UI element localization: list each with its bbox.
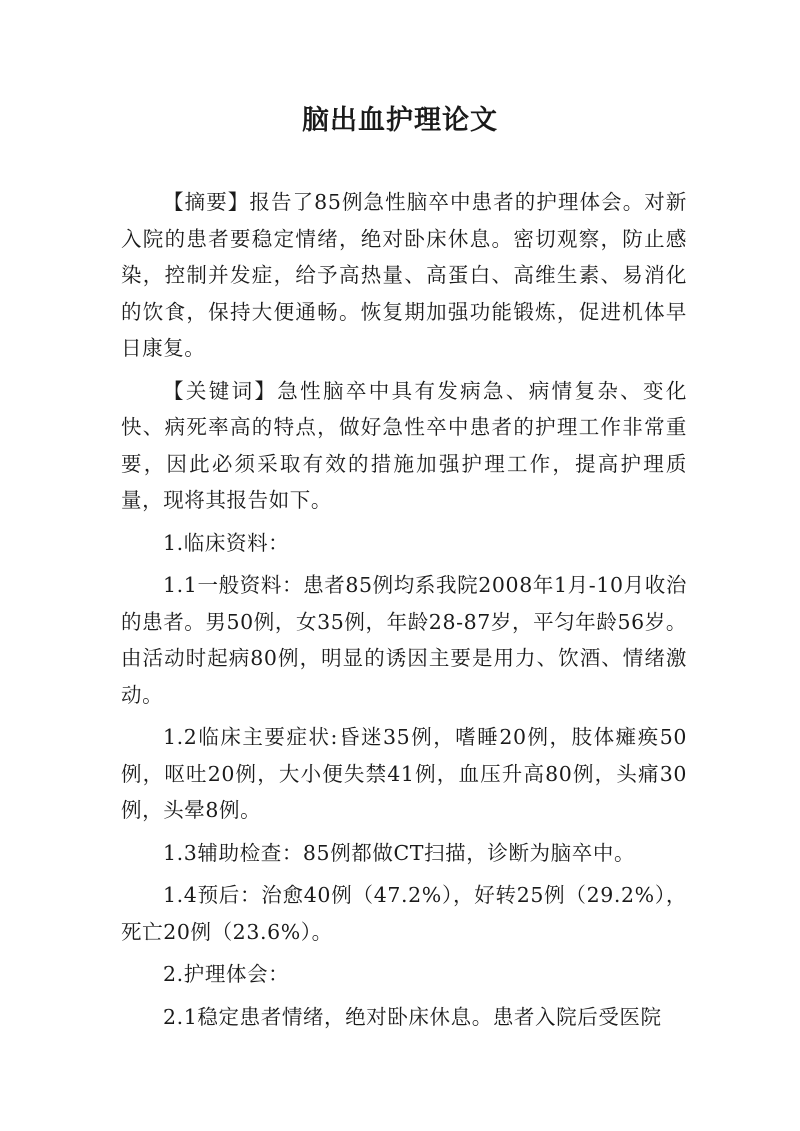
heading-clinical-data: 1.临床资料： (163, 530, 290, 555)
paragraph-general-data: 1.1一般资料：患者85例均系我院2008年1月-10月收治的患者。男50例，女35例，年龄28-87岁，平匀年龄56岁。由活动时起病80例，明显的诱因主要是用力、饮酒、情绪激动。 (121, 573, 687, 707)
paragraph-auxiliary-exam: 1.3辅助检查：85例都做CT扫描，诊断为脑卒中。 (163, 840, 636, 865)
document-title: 脑出血护理论文 (302, 105, 498, 136)
paragraph-abstract: 【摘要】报告了85例急性脑卒中患者的护理体会。对新入院的患者要稳定情绪，绝对卧床休息。密切观察，防止感染，控制并发症，给予高热量、高蛋白、高维生素、易消化的饮食，保持大便通畅。恢复期加强功能锻炼，促进机体早日康复。 (121, 190, 687, 360)
heading-nursing-experience: 2.护理体会： (163, 962, 290, 986)
paragraph-main-symptoms: 1.2临床主要症状:昏迷35例，嗜睡20例，肢体瘫痪50例，呕吐20例，大小便失禁41例，血压升高80例，头痛30例，头晕8例。 (121, 725, 687, 822)
paragraph-keywords: 【关键词】急性脑卒中具有发病急、病情复杂、变化快、病死率高的特点，做好急性卒中患者的护理工作非常重要，因此必须采取有效的措施加强护理工作，提高护理质量，现将其报告如下。 (121, 378, 687, 512)
paragraph-stabilize-emotions: 2.1稳定患者情绪，绝对卧床休息。患者入院后受医院 (163, 1004, 662, 1029)
document-body (121, 184, 687, 1041)
paragraph-prognosis: 1.4预后：治愈40例（47.2%），好转25例（29.2%），死亡20例（23.6%）。 (121, 883, 687, 944)
